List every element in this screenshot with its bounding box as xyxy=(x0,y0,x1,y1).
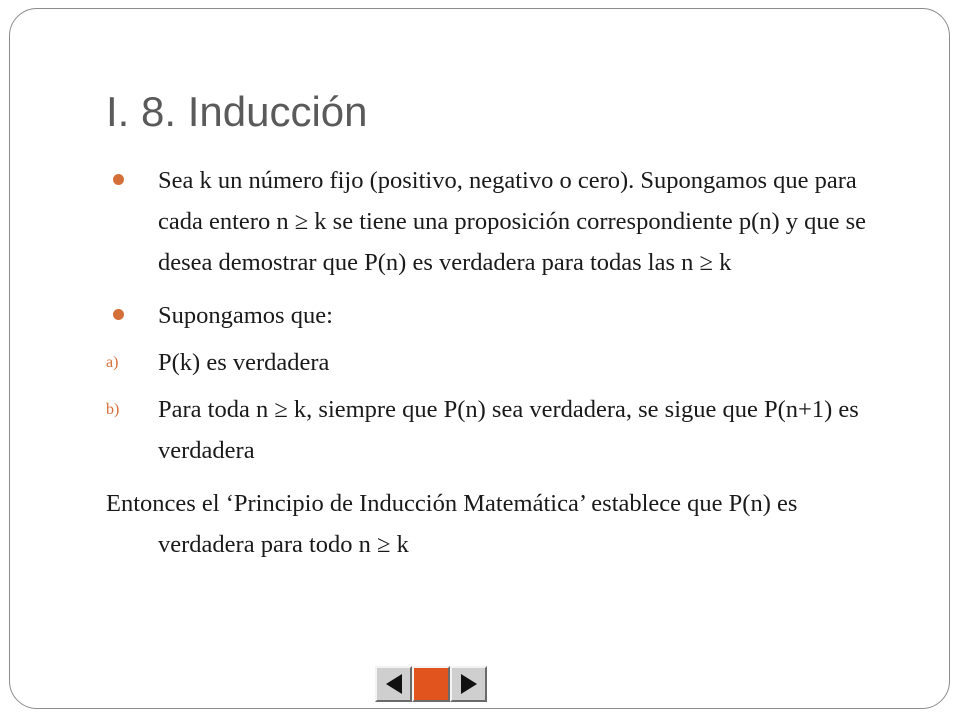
triangle-left-icon xyxy=(384,672,404,696)
slide-content xyxy=(106,160,896,565)
alpha-list-item xyxy=(106,389,896,471)
bullet-dot-icon xyxy=(113,309,124,320)
slide-navigation xyxy=(375,666,487,702)
bullet-item xyxy=(106,160,896,283)
triangle-right-icon xyxy=(459,672,479,696)
alpha-item-text: P(k) es verdadera xyxy=(158,349,330,376)
slide-title: I. 8. Inducción xyxy=(106,88,368,135)
alpha-marker: b) xyxy=(106,401,120,418)
alpha-marker: a) xyxy=(106,354,119,371)
bullet-text: Sea k un número fijo (positivo, negativo o cero). Supongamos que para cada entero n ≥ k se tiene una proposición correspondiente p(n) y que se desea demostrar que P(n) es verdadera para todas las n ≥ k xyxy=(158,167,867,276)
bullet-item xyxy=(106,295,896,336)
alpha-item-text: Para toda n ≥ k, siempre que P(n) sea verdadera, se sigue que P(n+1) es verdadera xyxy=(158,396,859,464)
bullet-text: Supongamos que: xyxy=(158,302,333,329)
conclusion-text: Entonces el ‘Principio de Inducción Matemática’ establece que P(n) es verdadera para todo n ≥ k xyxy=(106,490,798,558)
bullet-dot-icon xyxy=(113,174,124,185)
previous-slide-button[interactable] xyxy=(375,666,412,702)
alpha-list-item xyxy=(106,342,896,383)
home-slide-button[interactable] xyxy=(412,666,450,702)
next-slide-button[interactable] xyxy=(450,666,487,702)
